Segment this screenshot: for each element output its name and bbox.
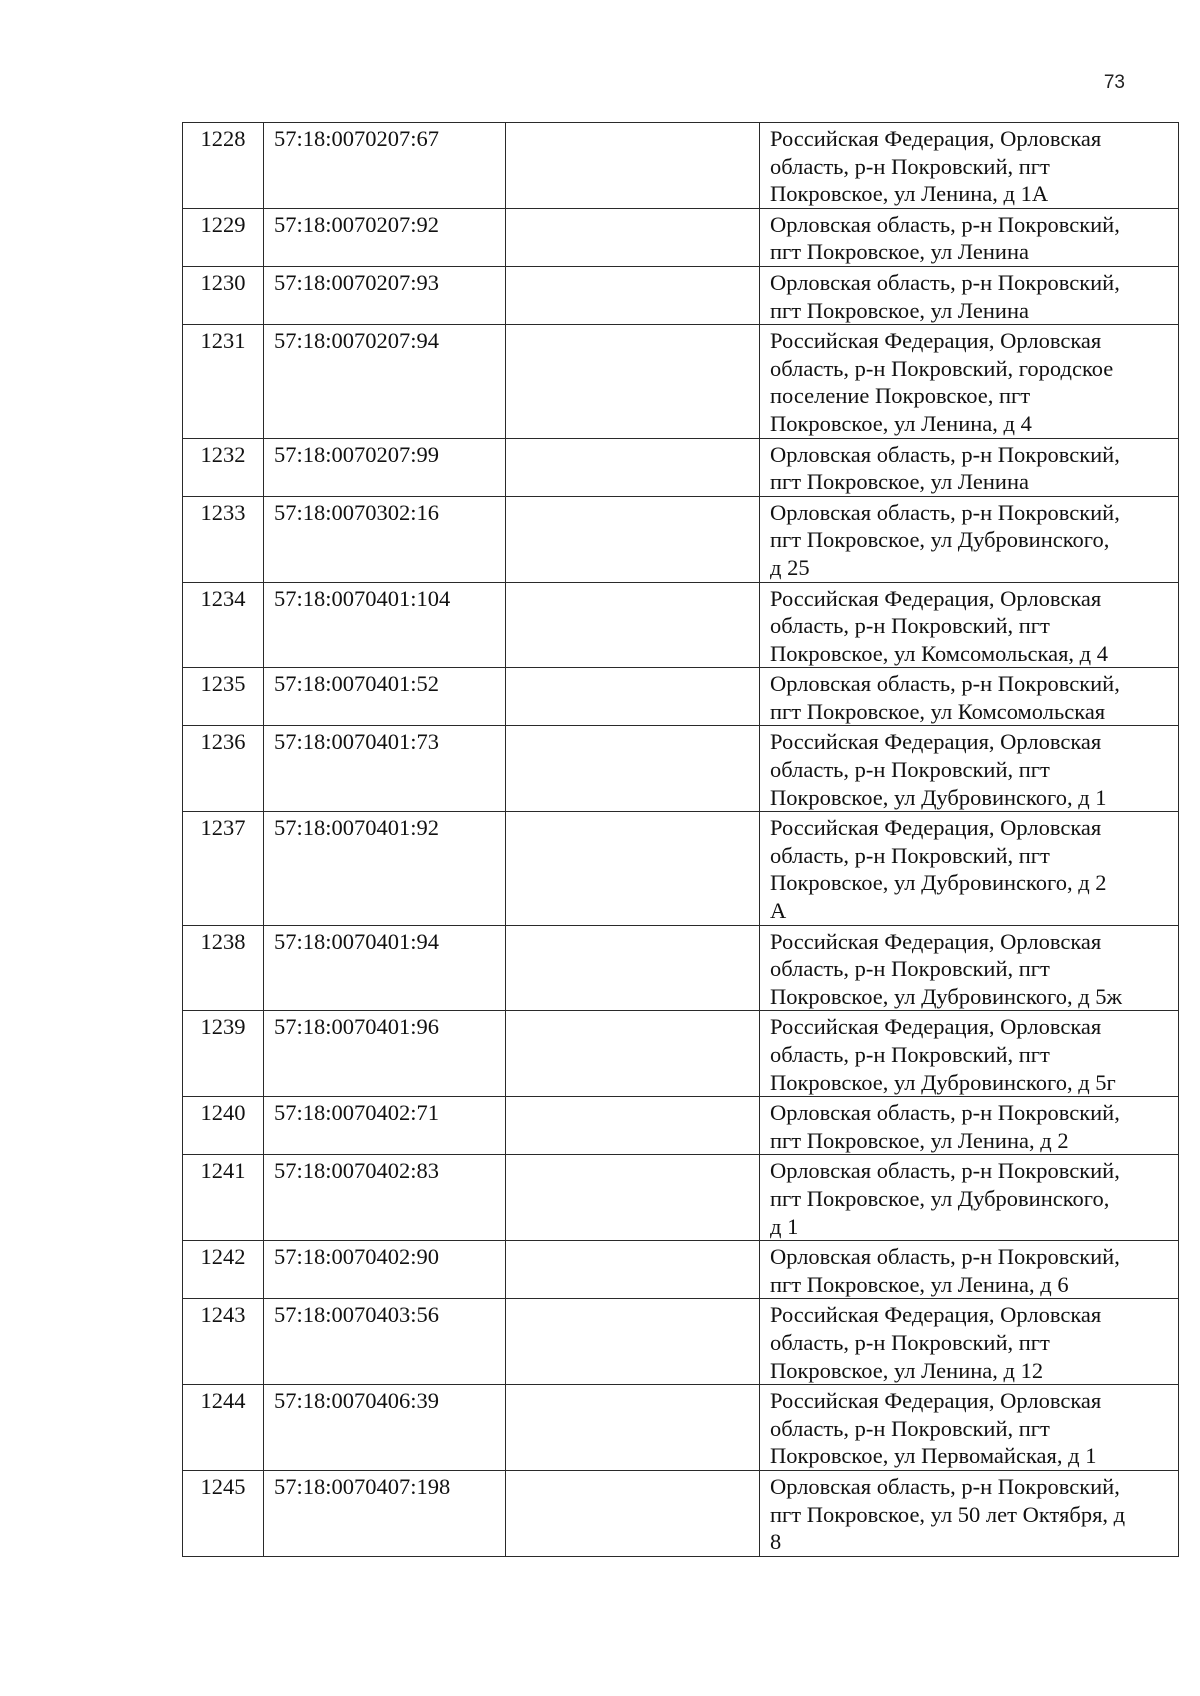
cadastral-number: 57:18:0070401:92 — [264, 812, 506, 925]
row-number: 1245 — [183, 1470, 264, 1556]
table-row — [183, 1097, 1179, 1155]
address: Российская Федерация, Орловская область, р-н Покровский, пгт Покровское, ул Дубровинского, д 2 А — [760, 812, 1179, 925]
address: Российская Федерация, Орловская область, р-н Покровский, пгт Покровское, ул Ленина, д 12 — [760, 1299, 1179, 1385]
table-row — [183, 925, 1179, 1011]
empty-cell — [506, 1011, 760, 1097]
table-row — [183, 123, 1179, 209]
empty-cell — [506, 1241, 760, 1299]
address: Орловская область, р-н Покровский, пгт Покровское, ул Ленина, д 2 — [760, 1097, 1179, 1155]
table-row — [183, 208, 1179, 266]
empty-cell — [506, 496, 760, 582]
table-row — [183, 1385, 1179, 1471]
table-row — [183, 1299, 1179, 1385]
cadastral-number: 57:18:0070402:90 — [264, 1241, 506, 1299]
cadastral-table — [182, 122, 1179, 1557]
table-body — [183, 123, 1179, 1557]
address: Орловская область, р-н Покровский, пгт Покровское, ул Дубровинского, д 25 — [760, 496, 1179, 582]
cadastral-number: 57:18:0070207:94 — [264, 325, 506, 438]
page-number: 73 — [1103, 72, 1125, 93]
cadastral-number: 57:18:0070207:99 — [264, 438, 506, 496]
cadastral-number: 57:18:0070207:92 — [264, 208, 506, 266]
address: Российская Федерация, Орловская область, р-н Покровский, пгт Покровское, ул Первомайская, д 1 — [760, 1385, 1179, 1471]
empty-cell — [506, 123, 760, 209]
address: Орловская область, р-н Покровский, пгт Покровское, ул 50 лет Октября, д 8 — [760, 1470, 1179, 1556]
table-row — [183, 496, 1179, 582]
row-number: 1230 — [183, 266, 264, 324]
empty-cell — [506, 1155, 760, 1241]
cadastral-number: 57:18:0070207:67 — [264, 123, 506, 209]
address: Российская Федерация, Орловская область, р-н Покровский, пгт Покровское, ул Ленина, д 1А — [760, 123, 1179, 209]
cadastral-number: 57:18:0070407:198 — [264, 1470, 506, 1556]
table-row — [183, 668, 1179, 726]
empty-cell — [506, 812, 760, 925]
row-number: 1243 — [183, 1299, 264, 1385]
address: Орловская область, р-н Покровский, пгт Покровское, ул Ленина — [760, 438, 1179, 496]
empty-cell — [506, 325, 760, 438]
address: Российская Федерация, Орловская область, р-н Покровский, городское поселение Покровское, пгт Покровское, ул Ленина, д 4 — [760, 325, 1179, 438]
cadastral-number: 57:18:0070401:104 — [264, 582, 506, 668]
row-number: 1238 — [183, 925, 264, 1011]
cadastral-number: 57:18:0070402:71 — [264, 1097, 506, 1155]
cadastral-number: 57:18:0070401:52 — [264, 668, 506, 726]
empty-cell — [506, 582, 760, 668]
cadastral-number: 57:18:0070402:83 — [264, 1155, 506, 1241]
empty-cell — [506, 1385, 760, 1471]
cadastral-number: 57:18:0070406:39 — [264, 1385, 506, 1471]
table-row — [183, 438, 1179, 496]
row-number: 1233 — [183, 496, 264, 582]
address: Российская Федерация, Орловская область, р-н Покровский, пгт Покровское, ул Дубровинского, д 1 — [760, 726, 1179, 812]
empty-cell — [506, 925, 760, 1011]
table-row — [183, 1155, 1179, 1241]
cadastral-number: 57:18:0070401:73 — [264, 726, 506, 812]
table-row — [183, 1470, 1179, 1556]
address: Российская Федерация, Орловская область, р-н Покровский, пгт Покровское, ул Дубровинского, д 5г — [760, 1011, 1179, 1097]
row-number: 1231 — [183, 325, 264, 438]
cadastral-number: 57:18:0070207:93 — [264, 266, 506, 324]
table-row — [183, 1011, 1179, 1097]
cadastral-number: 57:18:0070302:16 — [264, 496, 506, 582]
row-number: 1240 — [183, 1097, 264, 1155]
address: Орловская область, р-н Покровский, пгт Покровское, ул Комсомольская — [760, 668, 1179, 726]
row-number: 1236 — [183, 726, 264, 812]
row-number: 1229 — [183, 208, 264, 266]
table-row — [183, 325, 1179, 438]
table-row — [183, 582, 1179, 668]
cadastral-number: 57:18:0070401:96 — [264, 1011, 506, 1097]
row-number: 1242 — [183, 1241, 264, 1299]
empty-cell — [506, 1097, 760, 1155]
cadastral-number: 57:18:0070401:94 — [264, 925, 506, 1011]
row-number: 1235 — [183, 668, 264, 726]
row-number: 1241 — [183, 1155, 264, 1241]
empty-cell — [506, 208, 760, 266]
address: Орловская область, р-н Покровский, пгт Покровское, ул Дубровинского, д 1 — [760, 1155, 1179, 1241]
empty-cell — [506, 668, 760, 726]
table-row — [183, 726, 1179, 812]
address: Орловская область, р-н Покровский, пгт Покровское, ул Ленина — [760, 266, 1179, 324]
table-row — [183, 266, 1179, 324]
cadastral-number: 57:18:0070403:56 — [264, 1299, 506, 1385]
address: Орловская область, р-н Покровский, пгт Покровское, ул Ленина, д 6 — [760, 1241, 1179, 1299]
empty-cell — [506, 1299, 760, 1385]
empty-cell — [506, 266, 760, 324]
empty-cell — [506, 438, 760, 496]
address: Орловская область, р-н Покровский, пгт Покровское, ул Ленина — [760, 208, 1179, 266]
row-number: 1228 — [183, 123, 264, 209]
row-number: 1239 — [183, 1011, 264, 1097]
empty-cell — [506, 1470, 760, 1556]
address: Российская Федерация, Орловская область, р-н Покровский, пгт Покровское, ул Дубровинского, д 5ж — [760, 925, 1179, 1011]
row-number: 1244 — [183, 1385, 264, 1471]
table-row — [183, 812, 1179, 925]
address: Российская Федерация, Орловская область, р-н Покровский, пгт Покровское, ул Комсомольская, д 4 — [760, 582, 1179, 668]
row-number: 1232 — [183, 438, 264, 496]
row-number: 1237 — [183, 812, 264, 925]
table-row — [183, 1241, 1179, 1299]
row-number: 1234 — [183, 582, 264, 668]
empty-cell — [506, 726, 760, 812]
